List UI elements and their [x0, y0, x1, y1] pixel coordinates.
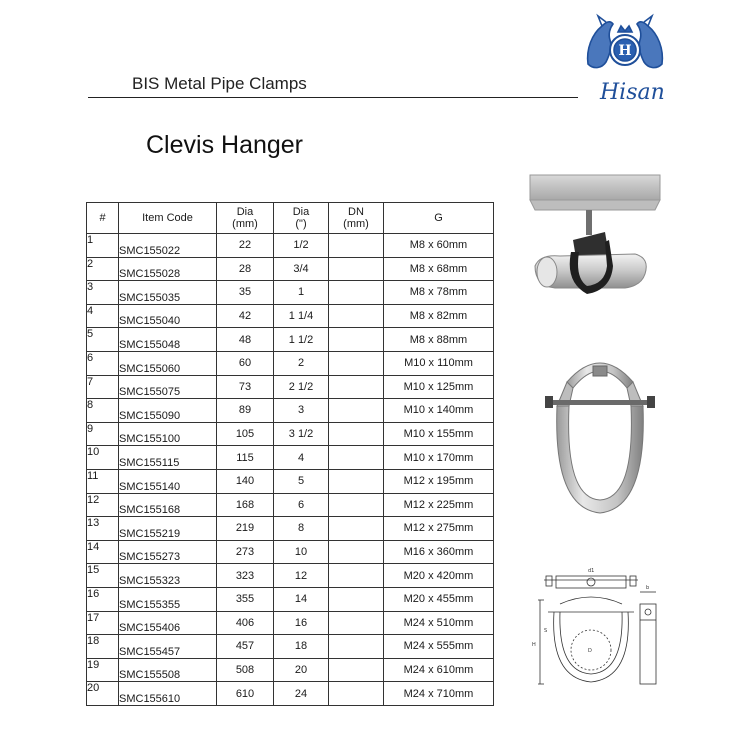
cell-dia-mm: 406	[217, 611, 274, 635]
cell-num: 7	[87, 375, 119, 399]
cell-dia-mm: 508	[217, 658, 274, 682]
cell-g: M10 x 125mm	[384, 375, 494, 399]
cell-dia-mm: 35	[217, 281, 274, 305]
cell-dn	[329, 422, 384, 446]
clevis-hanger-mounted-illustration	[525, 170, 665, 320]
cell-dia-in: 3 1/2	[274, 422, 329, 446]
cell-dn	[329, 635, 384, 659]
cell-g: M8 x 82mm	[384, 304, 494, 328]
table-row	[87, 517, 494, 541]
table-row	[87, 635, 494, 659]
cell-dia-mm: 42	[217, 304, 274, 328]
cell-g: M24 x 610mm	[384, 658, 494, 682]
cell-dia-mm: 48	[217, 328, 274, 352]
cell-dia-mm: 115	[217, 446, 274, 470]
cell-dia-mm: 22	[217, 234, 274, 258]
table-row	[87, 422, 494, 446]
table-row	[87, 564, 494, 588]
cell-dia-mm: 355	[217, 587, 274, 611]
cell-dia-mm: 273	[217, 540, 274, 564]
cell-dia-in: 24	[274, 682, 329, 706]
cell-dia-mm: 28	[217, 257, 274, 281]
cell-item-code: SMC155022	[119, 234, 217, 258]
cell-item-code: SMC155610	[119, 682, 217, 706]
cell-dia-mm: 610	[217, 682, 274, 706]
table-row	[87, 304, 494, 328]
cell-dia-in: 16	[274, 611, 329, 635]
cell-num: 17	[87, 611, 119, 635]
cell-dn	[329, 540, 384, 564]
cell-dia-in: 18	[274, 635, 329, 659]
cell-num: 8	[87, 399, 119, 423]
cell-item-code: SMC155168	[119, 493, 217, 517]
cell-g: M24 x 710mm	[384, 682, 494, 706]
cell-dia-mm: 323	[217, 564, 274, 588]
cell-dia-mm: 105	[217, 422, 274, 446]
cell-dia-in: 14	[274, 587, 329, 611]
cell-dia-in: 3	[274, 399, 329, 423]
cell-g: M12 x 225mm	[384, 493, 494, 517]
cell-dn	[329, 234, 384, 258]
table-row	[87, 281, 494, 305]
cell-dn	[329, 351, 384, 375]
cell-dn	[329, 611, 384, 635]
col-header-dn: DN	[329, 203, 384, 219]
cell-dn	[329, 328, 384, 352]
cell-dn	[329, 469, 384, 493]
cell-dn	[329, 517, 384, 541]
cell-item-code: SMC155100	[119, 422, 217, 446]
cell-dia-in: 12	[274, 564, 329, 588]
cell-dia-in: 6	[274, 493, 329, 517]
cell-g: M8 x 88mm	[384, 328, 494, 352]
cell-dia-in: 1	[274, 281, 329, 305]
cell-item-code: SMC155508	[119, 658, 217, 682]
cell-item-code: SMC155355	[119, 587, 217, 611]
cell-item-code: SMC155028	[119, 257, 217, 281]
table-row	[87, 234, 494, 258]
table-row	[87, 351, 494, 375]
cell-dia-in: 20	[274, 658, 329, 682]
svg-text:H: H	[618, 43, 632, 59]
cell-item-code: SMC155035	[119, 281, 217, 305]
label-s: S	[544, 628, 548, 634]
col-header-item-code: Item Code	[119, 203, 217, 234]
table-row	[87, 682, 494, 706]
cell-dn	[329, 281, 384, 305]
label-h: H	[532, 642, 536, 648]
cell-dia-in: 3/4	[274, 257, 329, 281]
cell-dn	[329, 564, 384, 588]
col-header-dia-mm: Dia	[217, 203, 274, 219]
cell-dn	[329, 257, 384, 281]
cell-num: 10	[87, 446, 119, 470]
cell-dia-in: 1 1/2	[274, 328, 329, 352]
cell-dn	[329, 304, 384, 328]
cell-g: M12 x 275mm	[384, 517, 494, 541]
cell-item-code: SMC155219	[119, 517, 217, 541]
cell-dia-in: 4	[274, 446, 329, 470]
cell-g: M10 x 170mm	[384, 446, 494, 470]
cell-dn	[329, 493, 384, 517]
cell-g: M20 x 420mm	[384, 564, 494, 588]
table-row	[87, 328, 494, 352]
cell-g: M10 x 110mm	[384, 351, 494, 375]
cell-num: 19	[87, 658, 119, 682]
cell-num: 5	[87, 328, 119, 352]
cell-g: M10 x 155mm	[384, 422, 494, 446]
cell-dia-in: 1/2	[274, 234, 329, 258]
cell-g: M12 x 195mm	[384, 469, 494, 493]
clevis-hanger-product-illustration	[535, 348, 665, 523]
table-row	[87, 469, 494, 493]
cell-item-code: SMC155075	[119, 375, 217, 399]
cell-num: 11	[87, 469, 119, 493]
cell-num: 18	[87, 635, 119, 659]
col-header-dia-in: Dia	[274, 203, 329, 219]
cell-num: 13	[87, 517, 119, 541]
cell-dia-in: 8	[274, 517, 329, 541]
table-row	[87, 399, 494, 423]
cell-item-code: SMC155115	[119, 446, 217, 470]
col-header-dia-mm-unit: (mm)	[217, 218, 274, 234]
brand-name: Hisan	[600, 80, 665, 105]
cell-item-code: SMC155060	[119, 351, 217, 375]
cell-dia-in: 5	[274, 469, 329, 493]
cell-dia-in: 2 1/2	[274, 375, 329, 399]
cell-dia-in: 2	[274, 351, 329, 375]
cell-num: 9	[87, 422, 119, 446]
spec-table	[86, 202, 494, 706]
cell-item-code: SMC155457	[119, 635, 217, 659]
label-d1: d1	[588, 568, 595, 574]
header-title: BIS Metal Pipe Clamps	[132, 74, 307, 93]
table-row	[87, 375, 494, 399]
cell-dia-mm: 73	[217, 375, 274, 399]
table-row	[87, 540, 494, 564]
cell-num: 6	[87, 351, 119, 375]
table-row	[87, 446, 494, 470]
col-header-g: G	[384, 203, 494, 234]
cell-num: 15	[87, 564, 119, 588]
cell-dia-mm: 168	[217, 493, 274, 517]
cell-g: M24 x 510mm	[384, 611, 494, 635]
cell-dia-in: 1 1/4	[274, 304, 329, 328]
table-row	[87, 257, 494, 281]
cell-item-code: SMC155040	[119, 304, 217, 328]
cell-item-code: SMC155140	[119, 469, 217, 493]
cell-num: 1	[87, 234, 119, 258]
clevis-hanger-technical-drawing	[530, 560, 670, 700]
cell-item-code: SMC155323	[119, 564, 217, 588]
cell-num: 14	[87, 540, 119, 564]
col-header-num: #	[87, 203, 119, 234]
cell-num: 2	[87, 257, 119, 281]
cell-item-code: SMC155273	[119, 540, 217, 564]
cell-dia-mm: 140	[217, 469, 274, 493]
cell-g: M10 x 140mm	[384, 399, 494, 423]
cell-g: M16 x 360mm	[384, 540, 494, 564]
cell-dn	[329, 682, 384, 706]
cell-g: M8 x 60mm	[384, 234, 494, 258]
col-header-dn-unit: (mm)	[329, 218, 384, 234]
table-row	[87, 658, 494, 682]
cell-dia-mm: 457	[217, 635, 274, 659]
table-row	[87, 493, 494, 517]
cell-num: 4	[87, 304, 119, 328]
cell-dia-in: 10	[274, 540, 329, 564]
spec-table-body	[87, 234, 494, 706]
cell-dn	[329, 399, 384, 423]
cell-num: 20	[87, 682, 119, 706]
cell-dia-mm: 60	[217, 351, 274, 375]
header-divider	[88, 97, 578, 98]
cell-g: M8 x 78mm	[384, 281, 494, 305]
cell-dn	[329, 446, 384, 470]
cell-g: M8 x 68mm	[384, 257, 494, 281]
page-title: Clevis Hanger	[146, 131, 304, 159]
cell-dia-mm: 89	[217, 399, 274, 423]
table-row	[87, 611, 494, 635]
cell-item-code: SMC155048	[119, 328, 217, 352]
cell-item-code: SMC155406	[119, 611, 217, 635]
cell-num: 3	[87, 281, 119, 305]
cell-dn	[329, 658, 384, 682]
cell-g: M20 x 455mm	[384, 587, 494, 611]
table-row	[87, 587, 494, 611]
label-d: D	[588, 648, 592, 654]
cell-dia-mm: 219	[217, 517, 274, 541]
cell-num: 12	[87, 493, 119, 517]
cell-item-code: SMC155090	[119, 399, 217, 423]
col-header-dia-in-unit: (")	[274, 218, 329, 234]
cell-dn	[329, 587, 384, 611]
cell-num: 16	[87, 587, 119, 611]
cell-g: M24 x 555mm	[384, 635, 494, 659]
label-b: b	[646, 585, 650, 591]
cell-dn	[329, 375, 384, 399]
